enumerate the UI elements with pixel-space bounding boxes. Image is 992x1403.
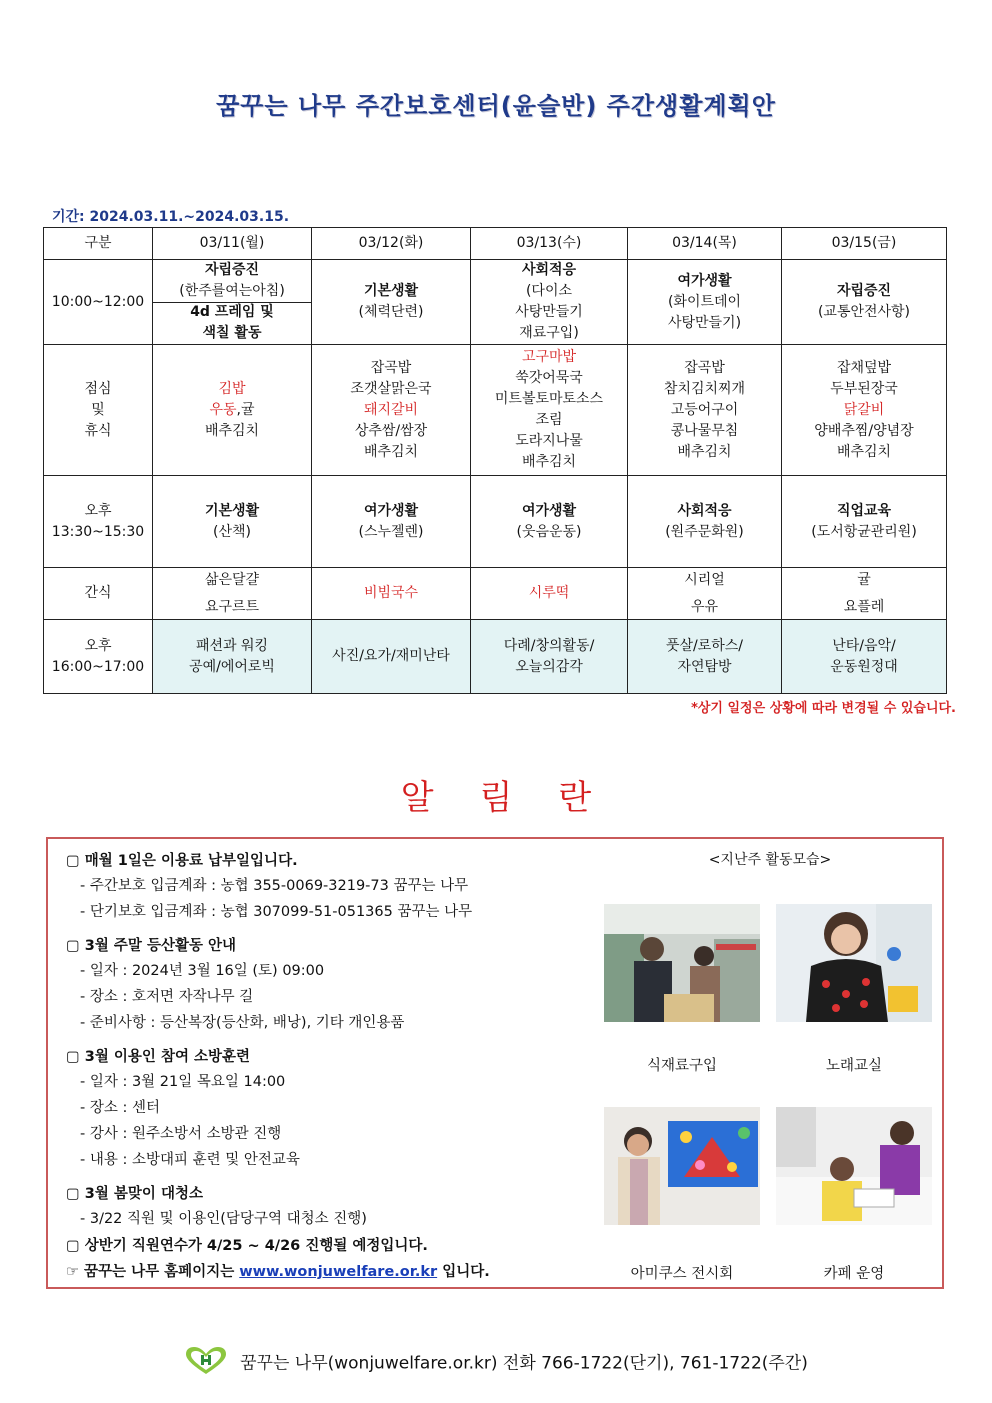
homepage-suffix: 입니다. [437, 1264, 490, 1280]
activity-sub: (화이트데이 [667, 293, 742, 310]
label-line: 오후 [84, 637, 112, 654]
cell [628, 345, 782, 476]
table-row [44, 620, 947, 694]
activity-title: 4d 프레임 및 [190, 304, 274, 320]
snack-item: 삶은달걀 [204, 571, 260, 588]
cell [312, 476, 471, 568]
activity-title: 여가생활 [363, 502, 419, 519]
label-line: 16:00~17:00 [51, 658, 145, 675]
activity-title: 운동원정대 [830, 658, 898, 675]
menu-item: 닭갈비 [843, 401, 885, 418]
activity-sub: (웃음운동) [516, 523, 582, 540]
cell [153, 568, 312, 620]
activity-title: 오늘의감각 [515, 658, 583, 675]
notice-heading-item: ▢ 상반기 직원연수가 4/25 ~ 4/26 진행될 예정입니다. [66, 1238, 428, 1254]
cell [628, 568, 782, 620]
row-label: 간식 [44, 568, 153, 620]
header-cell: 03/13(수) [471, 228, 628, 260]
menu-item: 조갯살맑은국 [350, 380, 432, 397]
photo-caption: 식재료구입 [646, 1058, 718, 1074]
menu-item: 김밥 [218, 380, 246, 397]
photo-caption: 카페 운영 [823, 1266, 885, 1282]
activity-title: 색칠 활동 [202, 325, 262, 341]
table-header-row [44, 228, 947, 260]
activity-title: 여가생활 [677, 272, 732, 289]
menu-item: 참치김치찌개 [663, 380, 746, 397]
cell [782, 345, 947, 476]
homepage-prefix: ☞ 꿈꾸는 나무 홈페이지는 [66, 1264, 240, 1280]
notice-detail: - 강사 : 원주소방서 소방관 진행 [80, 1126, 282, 1142]
notice-heading-item: ▢ 3월 주말 등산활동 안내 [66, 938, 237, 954]
period-label: 기간: 2024.03.11.~2024.03.15. [52, 209, 290, 225]
menu-item: 쑥갓어묵국 [515, 370, 583, 386]
notice-detail: - 단기보호 입금계좌 : 농협 307099-51-051365 꿈꾸는 나무 [80, 904, 473, 920]
menu-item-part: ,귤 [236, 401, 255, 418]
cell [628, 620, 782, 694]
photo-caption: 아미쿠스 전시회 [630, 1266, 734, 1282]
activity-sub: (도서항균관리원) [811, 523, 917, 540]
cell [312, 345, 471, 476]
photo-cafe [776, 1107, 932, 1225]
notice-detail: - 일자 : 2024년 3월 16일 (토) 09:00 [80, 963, 325, 979]
photo-shopping [604, 904, 760, 1022]
activity-title: 직업교육 [836, 502, 892, 519]
cell [628, 260, 782, 345]
row-label [44, 620, 153, 694]
menu-item: 돼지갈비 [363, 401, 419, 418]
label-line: 오후 [84, 502, 112, 519]
snack-item: 시리얼 [684, 571, 725, 588]
homepage-link[interactable]: www.wonjuwelfare.or.kr [239, 1264, 438, 1280]
menu-item: 배추김치 [677, 443, 732, 460]
snack-item: 요구르트 [204, 598, 260, 615]
activity-title: 풋살/로하스/ [665, 637, 744, 654]
cell [153, 476, 312, 568]
notice-heading-item: ▢ 매월 1일은 이용료 납부일입니다. [66, 853, 298, 869]
activity-sub: (다이소 [525, 283, 573, 299]
menu-item: 두부된장국 [830, 380, 898, 397]
photo-heading: <지난주 활동모습> [708, 852, 832, 868]
menu-item [155, 400, 309, 421]
activity-title: 자연탐방 [677, 658, 732, 675]
snack-item: 귤 [857, 571, 871, 588]
header-cell: 03/11(월) [153, 228, 312, 260]
label-line: 점심 [84, 380, 112, 397]
cell [782, 568, 947, 620]
cell [782, 620, 947, 694]
notice-list [66, 849, 606, 1284]
snack-item: 우유 [690, 598, 719, 615]
activity-sub: (체력단련) [358, 304, 424, 320]
cell [782, 260, 947, 345]
menu-item: 조림 [535, 412, 563, 428]
label-line: 및 [91, 401, 105, 418]
cell [471, 620, 628, 694]
activity-title: 기본생활 [363, 283, 419, 299]
activity-title: 여가생활 [521, 502, 577, 519]
cell [153, 345, 312, 476]
cell [153, 620, 312, 694]
notice-detail: - 장소 : 센터 [80, 1100, 160, 1116]
menu-item: 배추김치 [521, 454, 577, 470]
activity-sub: 재료구입) [519, 325, 579, 341]
table-row [44, 260, 947, 345]
header-cell: 03/14(목) [628, 228, 782, 260]
table-row [44, 568, 947, 620]
activity-sub: (원주문화원) [665, 523, 744, 540]
photo-exhibition [604, 1107, 760, 1225]
row-label [44, 476, 153, 568]
menu-item: 잡채덮밥 [836, 359, 892, 376]
notice-detail: - 주간보호 입금계좌 : 농협 355-0069-3219-73 꿈꾸는 나무 [80, 878, 469, 894]
activity-title: 기본생활 [204, 502, 260, 519]
menu-item: 배추김치 [204, 422, 260, 439]
footer-text: 꿈꾸는 나무(wonjuwelfare.or.kr) 전화 766-1722(단기), 761-1722(주간) [240, 1353, 808, 1374]
notice-detail: - 3/22 직원 및 이용인(담당구역 대청소 진행) [80, 1211, 367, 1227]
notice-detail: - 일자 : 3월 21일 목요일 14:00 [80, 1074, 286, 1090]
cell: 비빔국수 [312, 568, 471, 620]
schedule-table [43, 227, 947, 694]
row-label: 10:00~12:00 [44, 260, 153, 345]
activity-title: 자립증진 [204, 262, 260, 278]
menu-item: 고등어구이 [670, 401, 739, 418]
cell [628, 476, 782, 568]
photo-panel [600, 839, 940, 1287]
cell [312, 260, 471, 345]
snack-item: 요플레 [843, 598, 885, 615]
menu-item: 고구마밥 [521, 349, 577, 365]
cell [782, 476, 947, 568]
activity-sub: (한주를여는아침) [179, 283, 285, 299]
footer [0, 1346, 992, 1381]
notice-detail: - 장소 : 호저면 자작나무 길 [80, 989, 254, 1005]
notice-heading-item: ▢ 3월 이용인 참여 소방훈련 [66, 1049, 251, 1065]
cell [471, 260, 628, 345]
table-row [44, 345, 947, 476]
activity-title: 공예/에어로빅 [189, 658, 275, 675]
menu-item: 잡곡밥 [684, 359, 725, 376]
notice-detail: - 준비사항 : 등산복장(등산화, 배낭), 기타 개인용품 [80, 1015, 405, 1031]
cell [153, 260, 312, 345]
row-label [44, 345, 153, 476]
page-title: 꿈꾸는 나무 주간보호센터(윤슬반) 주간생활계획안 [216, 92, 776, 120]
menu-item: 잡곡밥 [370, 359, 412, 376]
activity-title: 패션과 워킹 [195, 637, 269, 654]
notice-heading-item: ▢ 3월 봄맞이 대청소 [66, 1186, 203, 1202]
cell [471, 476, 628, 568]
activity-sub: 사탕만들기 [515, 304, 583, 320]
cell [471, 345, 628, 476]
menu-item-highlight: 우동 [209, 401, 237, 418]
menu-item: 콩나물무침 [670, 422, 739, 439]
activity-title: 자립증진 [836, 283, 892, 299]
activity-sub: (교통안전사항) [817, 304, 911, 320]
menu-item: 배추김치 [363, 443, 419, 460]
menu-item: 미트볼토마토소스 [494, 391, 604, 407]
notice-detail: - 내용 : 소방대피 훈련 및 안전교육 [80, 1152, 300, 1168]
photo-caption: 노래교실 [825, 1058, 883, 1074]
heart-logo-icon [184, 1346, 228, 1381]
activity-title: 난타/음악/ [832, 637, 896, 654]
activity-sub: (스누젤렌) [358, 523, 424, 540]
activity-title: 사회적응 [677, 502, 732, 519]
label-line: 휴식 [84, 422, 112, 439]
menu-item: 상추쌈/쌈장 [354, 422, 428, 439]
photo-singing [776, 904, 932, 1022]
table-row [44, 476, 947, 568]
notice-heading: 알림란 [400, 778, 638, 818]
menu-item: 배추김치 [836, 443, 892, 460]
cell: 시루떡 [471, 568, 628, 620]
activity-title: 사회적응 [521, 262, 577, 278]
header-cell: 03/15(금) [782, 228, 947, 260]
schedule-note: *상기 일정은 상황에 따라 변경될 수 있습니다. [691, 701, 956, 716]
activity-sub: 사탕만들기) [667, 314, 742, 331]
menu-item: 도라지나물 [515, 433, 583, 449]
cell: 사진/요가/재미난타 [312, 620, 471, 694]
homepage-line [66, 1260, 606, 1284]
activity-sub: (산책) [213, 523, 251, 540]
label-line: 13:30~15:30 [51, 523, 145, 540]
header-cell: 구분 [44, 228, 153, 260]
notice-box [46, 837, 944, 1289]
menu-item: 양배추찜/양념장 [814, 422, 914, 439]
header-cell: 03/12(화) [312, 228, 471, 260]
activity-title: 다례/창의활동/ [503, 637, 595, 654]
